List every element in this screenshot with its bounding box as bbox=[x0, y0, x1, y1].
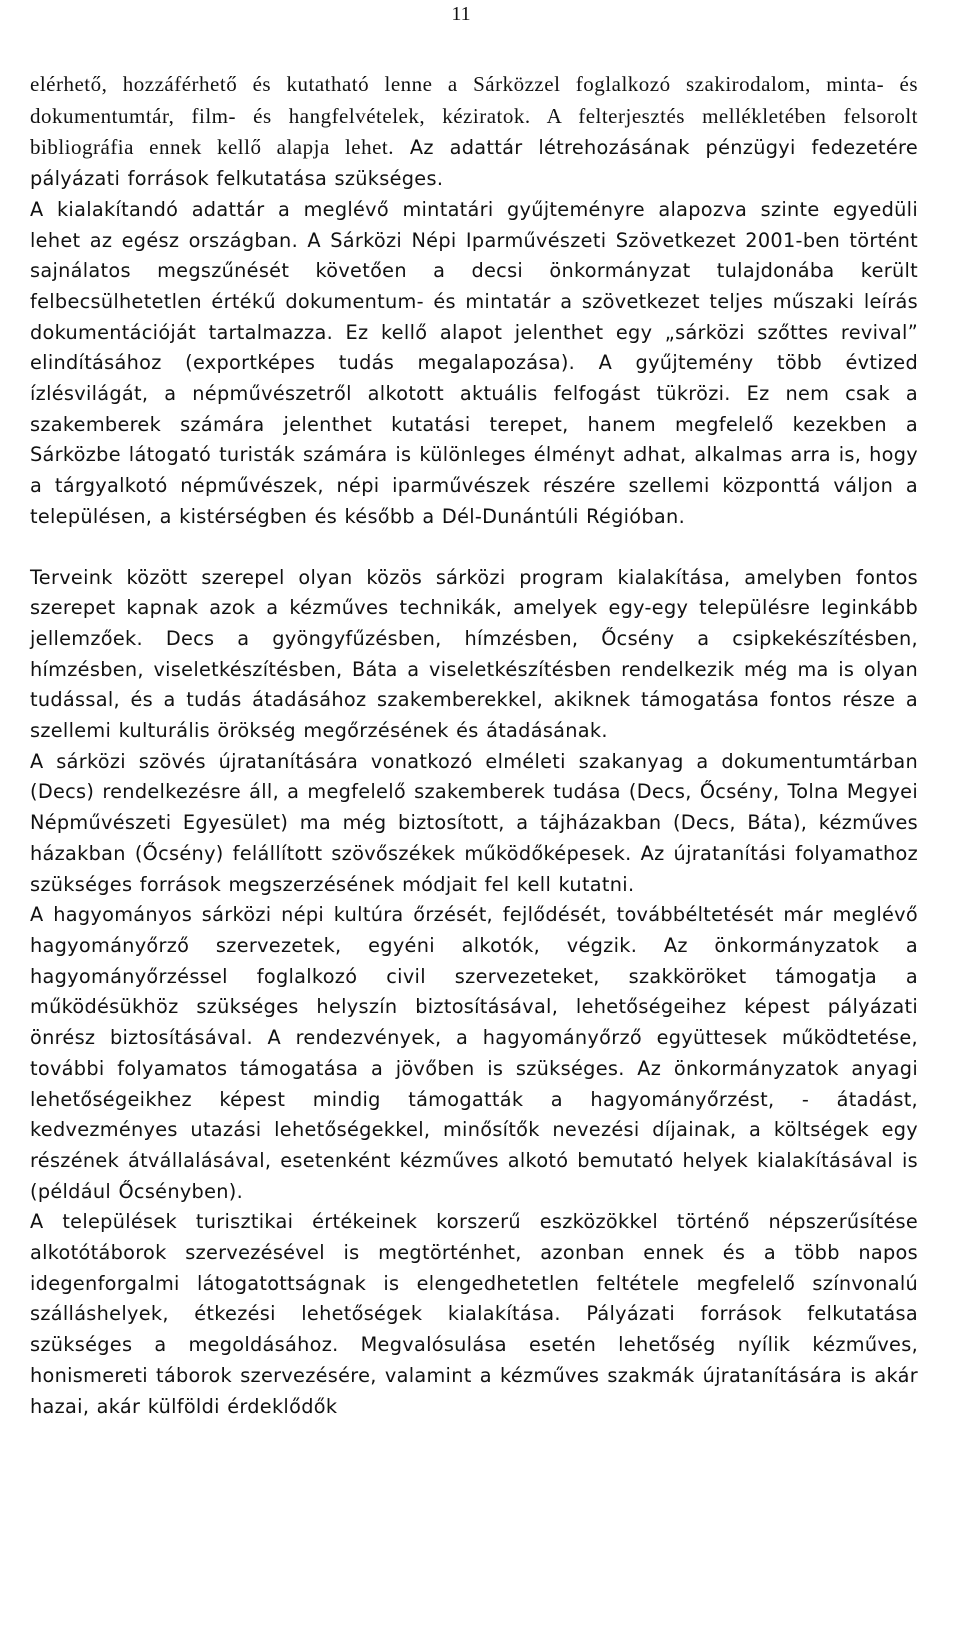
paragraph-intro-sans-text: Az adattár létrehozásának pénzügyi fedezetére pályázati források felkutatása szükséges. bbox=[30, 136, 919, 191]
paragraph-szoves: A sárközi szövés újratanítására vonatkozó elméleti szakanyag a dokumentumtárban (Decs) rendelkezésre áll, a megfelelő szakemberek tudása (Decs, Őcsény, Tolna Megyei Népművészeti Egyesület) ma még biztosított, a tájházakban (Decs, Báta), kézműves házakban (Őcsény) felállított szövőszékek működőképesek. Az újratanítási folyamathoz szükséges források megszerzésének módjait fel kell kutatni. bbox=[30, 749, 918, 896]
page-number: 11 bbox=[451, 3, 471, 25]
paragraph-intro-serif-text: elérhető, hozzáférhető és kutatható lenne a Sárközzel foglalkozó szakirodalom, minta- és dokumentumtár, film- és hangfelvételek, kéziratok. A felterjesztés mellékletében felsorolt bibliográfia ennek kellő alapja lehet. bbox=[30, 72, 918, 160]
paragraph-turizmus: A települések turisztikai értékeinek korszerű eszközökkel történő népszerűsítése alkotótáborok szervezésével is megtörténhet, azonban ennek és a több napos idegenforgalmi látogatottságnak is elengedhetetlen feltétele megfelelő színvonalú szálláshelyek, étkezési lehetőségek kialakítása. Pályázati források felkutatása szükséges a megoldásához. Megvalósulása esetén lehetőség nyílik kézműves, honismereti táborok szervezésére, valamint a kézműves szakmák újratanítására is akár hazai, akár külföldi érdeklődők bbox=[30, 1210, 918, 1418]
paragraph-program: Terveink között szerepel olyan közös sárközi program kialakítása, amelyben fontos szerepet kapnak azok a kézműves technikák, amelyek egy-egy településre leginkább jellemzőek. Decs a gyöngyfűzésben, hímzésben, Őcsény a csipkekészítésben, hímzésben, viseletkészítésben, Báta a viseletkészítésben rendelkezik még ma is olyan tudással, és a tudás átadásához szakemberekkel, akiknek támogatása fontos része a szellemi kulturális örökség megőrzésének és átadásának. bbox=[30, 565, 918, 743]
paragraph-adattar: A kialakítandó adattár a meglévő mintatári gyűjteményre alapozva szinte egyedüli lehet az egész országban. A Sárközi Népi Iparművészeti Szövetkezet 2001-ben történt sajnálatos megszűnését követően a decsi önkormányzat tulajdonába került felbecsülhetetlen értékű dokumentum- és mintatár a szövetkezet teljes műszaki leírás dokumentációját tartalmazza. Ez kellő alapot jelenthet egy „sárközi szőttes revival” elindításához (exportképes tudás megalapozása). A gyűjtemény több évtized ízlésvilágát, a népművészetről alkotott aktuális felfogást tükrözi. Ez nem csak a szakemberek számára jelenthet kutatási terepet, hanem megfelelő kezekben a Sárközbe látogató turisták számára is különleges élményt adhat, alkalmas arra is, hogy a tárgyalkotó népművészek, népi iparművészek részére szellemi központtá váljon a településen, a kistérségben és később a Dél-Dunántúli Régióban. bbox=[30, 197, 918, 528]
document-body bbox=[30, 69, 918, 1422]
paragraph-hagyomany: A hagyományos sárközi népi kultúra őrzését, fejlődését, továbbéltetését már meglévő hagyományőrző szervezetek, egyéni alkotók, végzik. Az önkormányzatok a hagyományőrzéssel foglalkozó civil szervezeteket, szakköröket támogatja a működésükhöz szükséges helyszín biztosításával, lehetőségeihez képest pályázati önrész biztosításával. A rendezvények, a hagyományőrző együttesek működtetése, további folyamatos támogatása a jövőben is szükséges. Az önkormányzatok anyagi lehetőségeikhez képest mindig támogatták a hagyományőrzést, - átadást, kedvezményes utazási lehetőségekkel, minősítők nevezési díjainak, a költségek egy részének átvállalásával, esetenként kézműves alkotó bemutató helyek kialakításával is (például Őcsényben). bbox=[30, 903, 918, 1203]
paragraph-intro bbox=[30, 69, 918, 195]
paragraph-gap bbox=[30, 533, 918, 563]
